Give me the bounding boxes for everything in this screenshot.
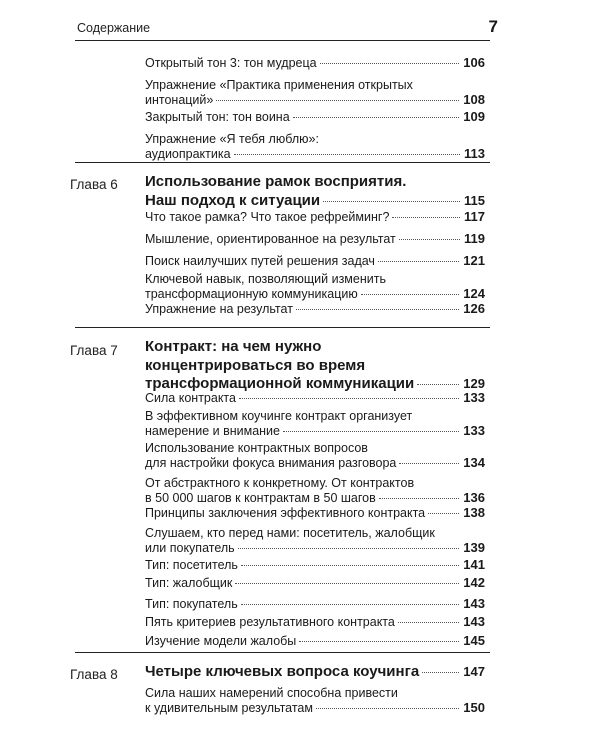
toc-entry-title: Мышление, ориентированное на результат — [145, 232, 396, 246]
toc-entry-title: Открытый тон 3: тон мудреца — [145, 56, 317, 70]
dot-leader — [361, 294, 460, 295]
toc-page-number: 133 — [463, 422, 485, 438]
toc-entry-title: Принципы заключения эффективного контракта — [145, 506, 426, 520]
toc-page-number: 136 — [463, 489, 485, 505]
toc-entry[interactable] — [145, 597, 485, 612]
dot-leader — [216, 100, 459, 101]
toc-entry[interactable] — [145, 232, 485, 247]
toc-page-number: 141 — [463, 557, 485, 572]
toc-entry[interactable] — [145, 409, 485, 438]
toc-entry[interactable] — [145, 476, 485, 505]
toc-entry-title: Закрытый тон: тон воина — [145, 110, 290, 124]
toc-entry-title: или покупатель — [145, 540, 235, 555]
toc-entry-title: к удивительным результатам — [145, 700, 313, 715]
chapter-page-number: 147 — [463, 664, 485, 679]
toc-entry-title: Сила наших намерений способна привести — [145, 686, 398, 700]
toc-page-number: 143 — [463, 614, 485, 629]
toc-entry-title: намерение и внимание — [145, 423, 280, 438]
toc-page-number: 113 — [464, 145, 485, 161]
toc-entry[interactable] — [145, 526, 485, 555]
toc-entry-title: трансформационную коммуникацию — [145, 286, 358, 301]
toc-page-number: 138 — [463, 505, 485, 520]
running-header-title: Содержание — [77, 21, 151, 35]
toc-entry-title: Сила контракта — [145, 391, 236, 405]
chapter-separator — [75, 162, 490, 163]
toc-entry[interactable] — [145, 302, 485, 317]
toc-page-number: 139 — [463, 539, 485, 555]
dot-leader — [399, 239, 460, 240]
dot-leader — [299, 641, 459, 642]
toc-entry[interactable] — [145, 558, 485, 573]
chapter-page-number: 129 — [463, 376, 485, 391]
chapter-title[interactable] — [145, 173, 485, 210]
dot-leader — [283, 431, 459, 432]
toc-entry[interactable] — [145, 132, 485, 161]
toc-entry-title: Упражнение «Практика применения открытых — [145, 78, 413, 92]
dot-leader — [378, 261, 459, 262]
toc-entry-title: аудиопрактика — [145, 146, 231, 161]
toc-entry[interactable] — [145, 391, 485, 406]
toc-entry[interactable] — [145, 576, 485, 591]
chapter-separator — [75, 652, 490, 653]
dot-leader — [422, 672, 459, 673]
dot-leader — [379, 498, 460, 499]
toc-entry-title: Упражнение «Я тебя люблю»: — [145, 132, 319, 146]
toc-page-number: 150 — [463, 699, 485, 715]
toc-entry-title: Что такое рамка? Что такое рефрейминг? — [145, 210, 390, 224]
dot-leader — [323, 201, 460, 202]
dot-leader — [399, 463, 459, 464]
toc-entry-title: От абстрактного к конкретному. От контрактов — [145, 476, 415, 490]
toc-entry[interactable] — [145, 506, 485, 521]
toc-entry-title: В эффективном коучинге контракт организует — [145, 409, 413, 423]
chapter-title-line: Использование рамок восприятия. — [145, 173, 407, 190]
toc-entry[interactable] — [145, 254, 485, 269]
toc-entry[interactable] — [145, 441, 485, 470]
toc-page-number: 143 — [463, 596, 485, 611]
chapter-label: Глава 6 — [70, 177, 118, 192]
toc-entry-title: Тип: посетитель — [145, 558, 238, 572]
dot-leader — [296, 309, 459, 310]
running-header — [75, 17, 498, 41]
toc-entry[interactable] — [145, 686, 485, 715]
chapter-title-line: трансформационной коммуникации — [145, 375, 415, 392]
toc-entry-title: Слушаем, кто перед нами: посетитель, жалобщик — [145, 526, 435, 540]
dot-leader — [392, 217, 460, 218]
toc-entry[interactable] — [145, 78, 485, 107]
toc-page-number: 109 — [463, 109, 485, 124]
toc-page-number: 145 — [463, 633, 485, 648]
toc-entry[interactable] — [145, 634, 485, 649]
toc-entry[interactable] — [145, 615, 485, 630]
toc-entry-title: Упражнение на результат — [145, 302, 293, 316]
chapter-label: Глава 8 — [70, 667, 118, 682]
toc-entry[interactable] — [145, 210, 485, 225]
toc-entry-title: Тип: покупатель — [145, 597, 238, 611]
dot-leader — [238, 548, 460, 549]
toc-entry-title: Ключевой навык, позволяющий изменить — [145, 272, 386, 286]
dot-leader — [428, 513, 459, 514]
dot-leader — [241, 604, 460, 605]
dot-leader — [316, 708, 459, 709]
toc-page-number: 119 — [464, 231, 485, 246]
toc-page-number: 134 — [463, 454, 485, 470]
toc-page-number: 117 — [464, 209, 485, 224]
chapter-separator — [75, 327, 490, 328]
toc-entry-title: Пять критериев результативного контракта — [145, 615, 395, 629]
toc-entry-title: Изучение модели жалобы — [145, 634, 297, 648]
toc-entry-title: в 50 000 шагов к контрактам в 50 шагов — [145, 490, 376, 505]
dot-leader — [320, 63, 460, 64]
toc-entry-title: для настройки фокуса внимания разговора — [145, 455, 397, 470]
toc-page-number: 133 — [463, 390, 485, 405]
dot-leader — [234, 154, 460, 155]
toc-entry-title: интонаций» — [145, 92, 214, 107]
chapter-label: Глава 7 — [70, 343, 118, 358]
chapter-title-line: Контракт: на чем нужно — [145, 338, 322, 355]
chapter-title[interactable] — [145, 663, 485, 682]
toc-entry-title: Использование контрактных вопросов — [145, 441, 368, 455]
toc-page-number: 126 — [463, 301, 485, 316]
toc-entry-title: Поиск наилучших путей решения задач — [145, 254, 375, 268]
toc-page-number: 124 — [463, 285, 485, 301]
toc-page-number: 121 — [463, 253, 485, 268]
dot-leader — [293, 117, 460, 118]
dot-leader — [241, 565, 459, 566]
toc-entry[interactable] — [145, 110, 485, 125]
toc-entry[interactable] — [145, 56, 485, 71]
chapter-title-line: Четыре ключевых вопроса коучинга — [145, 663, 420, 680]
toc-entry-title: Тип: жалобщик — [145, 576, 233, 590]
toc-entry[interactable] — [145, 272, 485, 301]
page-number: 7 — [488, 17, 498, 36]
chapter-title-line: концентрироваться во время — [145, 356, 366, 374]
chapter-title[interactable] — [145, 338, 485, 394]
dot-leader — [417, 384, 459, 385]
chapter-page-number: 115 — [464, 192, 485, 208]
chapter-title-line: Наш подход к ситуации — [145, 191, 321, 209]
toc-page-number: 106 — [463, 55, 485, 70]
dot-leader — [235, 583, 459, 584]
toc-page-number: 142 — [463, 575, 485, 590]
toc-page-number: 108 — [463, 91, 485, 107]
dot-leader — [398, 622, 459, 623]
dot-leader — [239, 398, 459, 399]
